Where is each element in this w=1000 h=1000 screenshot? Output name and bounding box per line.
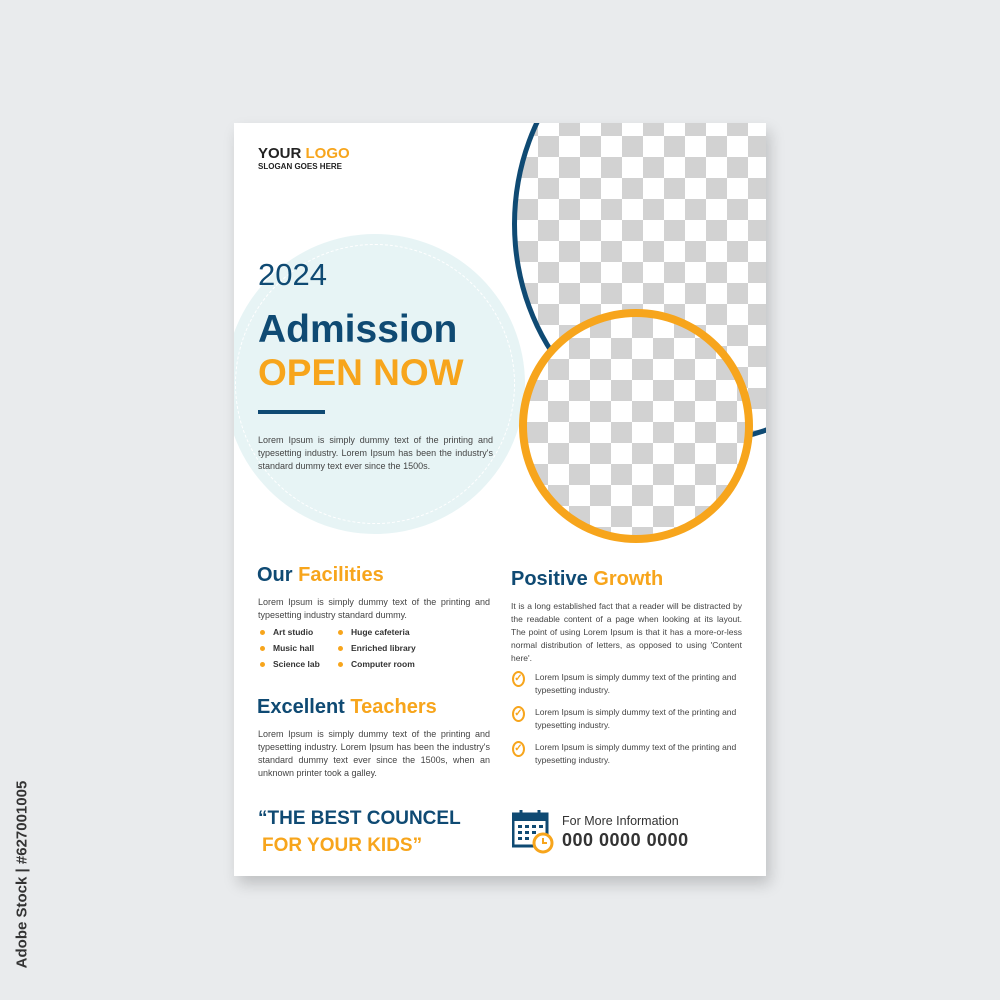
stock-id: Adobe Stock | #627001005 xyxy=(13,780,31,969)
facilities-title: Our Facilities xyxy=(257,564,384,586)
list-item: Music hall xyxy=(260,640,338,656)
logo-accent: LOGO xyxy=(305,145,350,162)
contact-label: For More Information xyxy=(562,814,679,828)
list-item: Enriched library xyxy=(338,640,438,656)
hero-text: Lorem Ipsum is simply dummy text of the printing and typesetting industry. Lorem Ipsum has been the industry's standard dummy text ever since the 1500s. xyxy=(258,435,493,471)
list-item: Computer room xyxy=(338,656,438,672)
facilities-list xyxy=(260,624,438,672)
teachers-title: Excellent Teachers xyxy=(257,696,437,718)
slogan: SLOGAN GOES HERE xyxy=(258,162,343,171)
teachers-text: Lorem Ipsum is simply dummy text of the printing and typesetting industry. Lorem Ipsum has been the industry's standard dummy text ever since the 1500s, when an unknown printer took a galley. xyxy=(258,729,490,778)
list-item: Art studio xyxy=(260,624,338,640)
list-item: Science lab xyxy=(260,656,338,672)
divider xyxy=(258,410,325,414)
logo-text: YOUR xyxy=(258,145,302,162)
check-item: ✓ Lorem Ipsum is simply dummy text of the printing and typesetting industry. xyxy=(512,706,744,741)
quote: “THE BEST COUNCEL FOR YOUR KIDS” xyxy=(258,808,461,856)
facilities-text: Lorem Ipsum is simply dummy text of the printing and typesetting industry standard dummy. xyxy=(258,597,490,620)
photo-placeholder-circle xyxy=(519,309,753,543)
flyer xyxy=(234,123,766,876)
headline: Admission xyxy=(258,308,458,351)
checklist xyxy=(512,671,744,776)
calendar-icon xyxy=(512,810,550,850)
check-item: ✓ Lorem Ipsum is simply dummy text of the printing and typesetting industry. xyxy=(512,671,744,706)
growth-text: It is a long established fact that a reader will be distracted by the readable content of a page when looking at its layout. The point of using Lorem Ipsum is that it has a more-or-less normal distribution of letters, as opposed to using 'Content here'. xyxy=(511,601,742,663)
list-item: Huge cafeteria xyxy=(338,624,438,640)
check-icon: ✓ xyxy=(512,671,525,687)
check-item: ✓ Lorem Ipsum is simply dummy text of the printing and typesetting industry. xyxy=(512,741,744,776)
subheadline: OPEN NOW xyxy=(258,352,464,393)
growth-title: Positive Growth xyxy=(511,568,664,590)
check-icon: ✓ xyxy=(512,706,525,722)
logo xyxy=(258,145,350,171)
contact-phone: 000 0000 0000 xyxy=(562,830,689,850)
year: 2024 xyxy=(258,257,327,292)
check-icon: ✓ xyxy=(512,741,525,757)
